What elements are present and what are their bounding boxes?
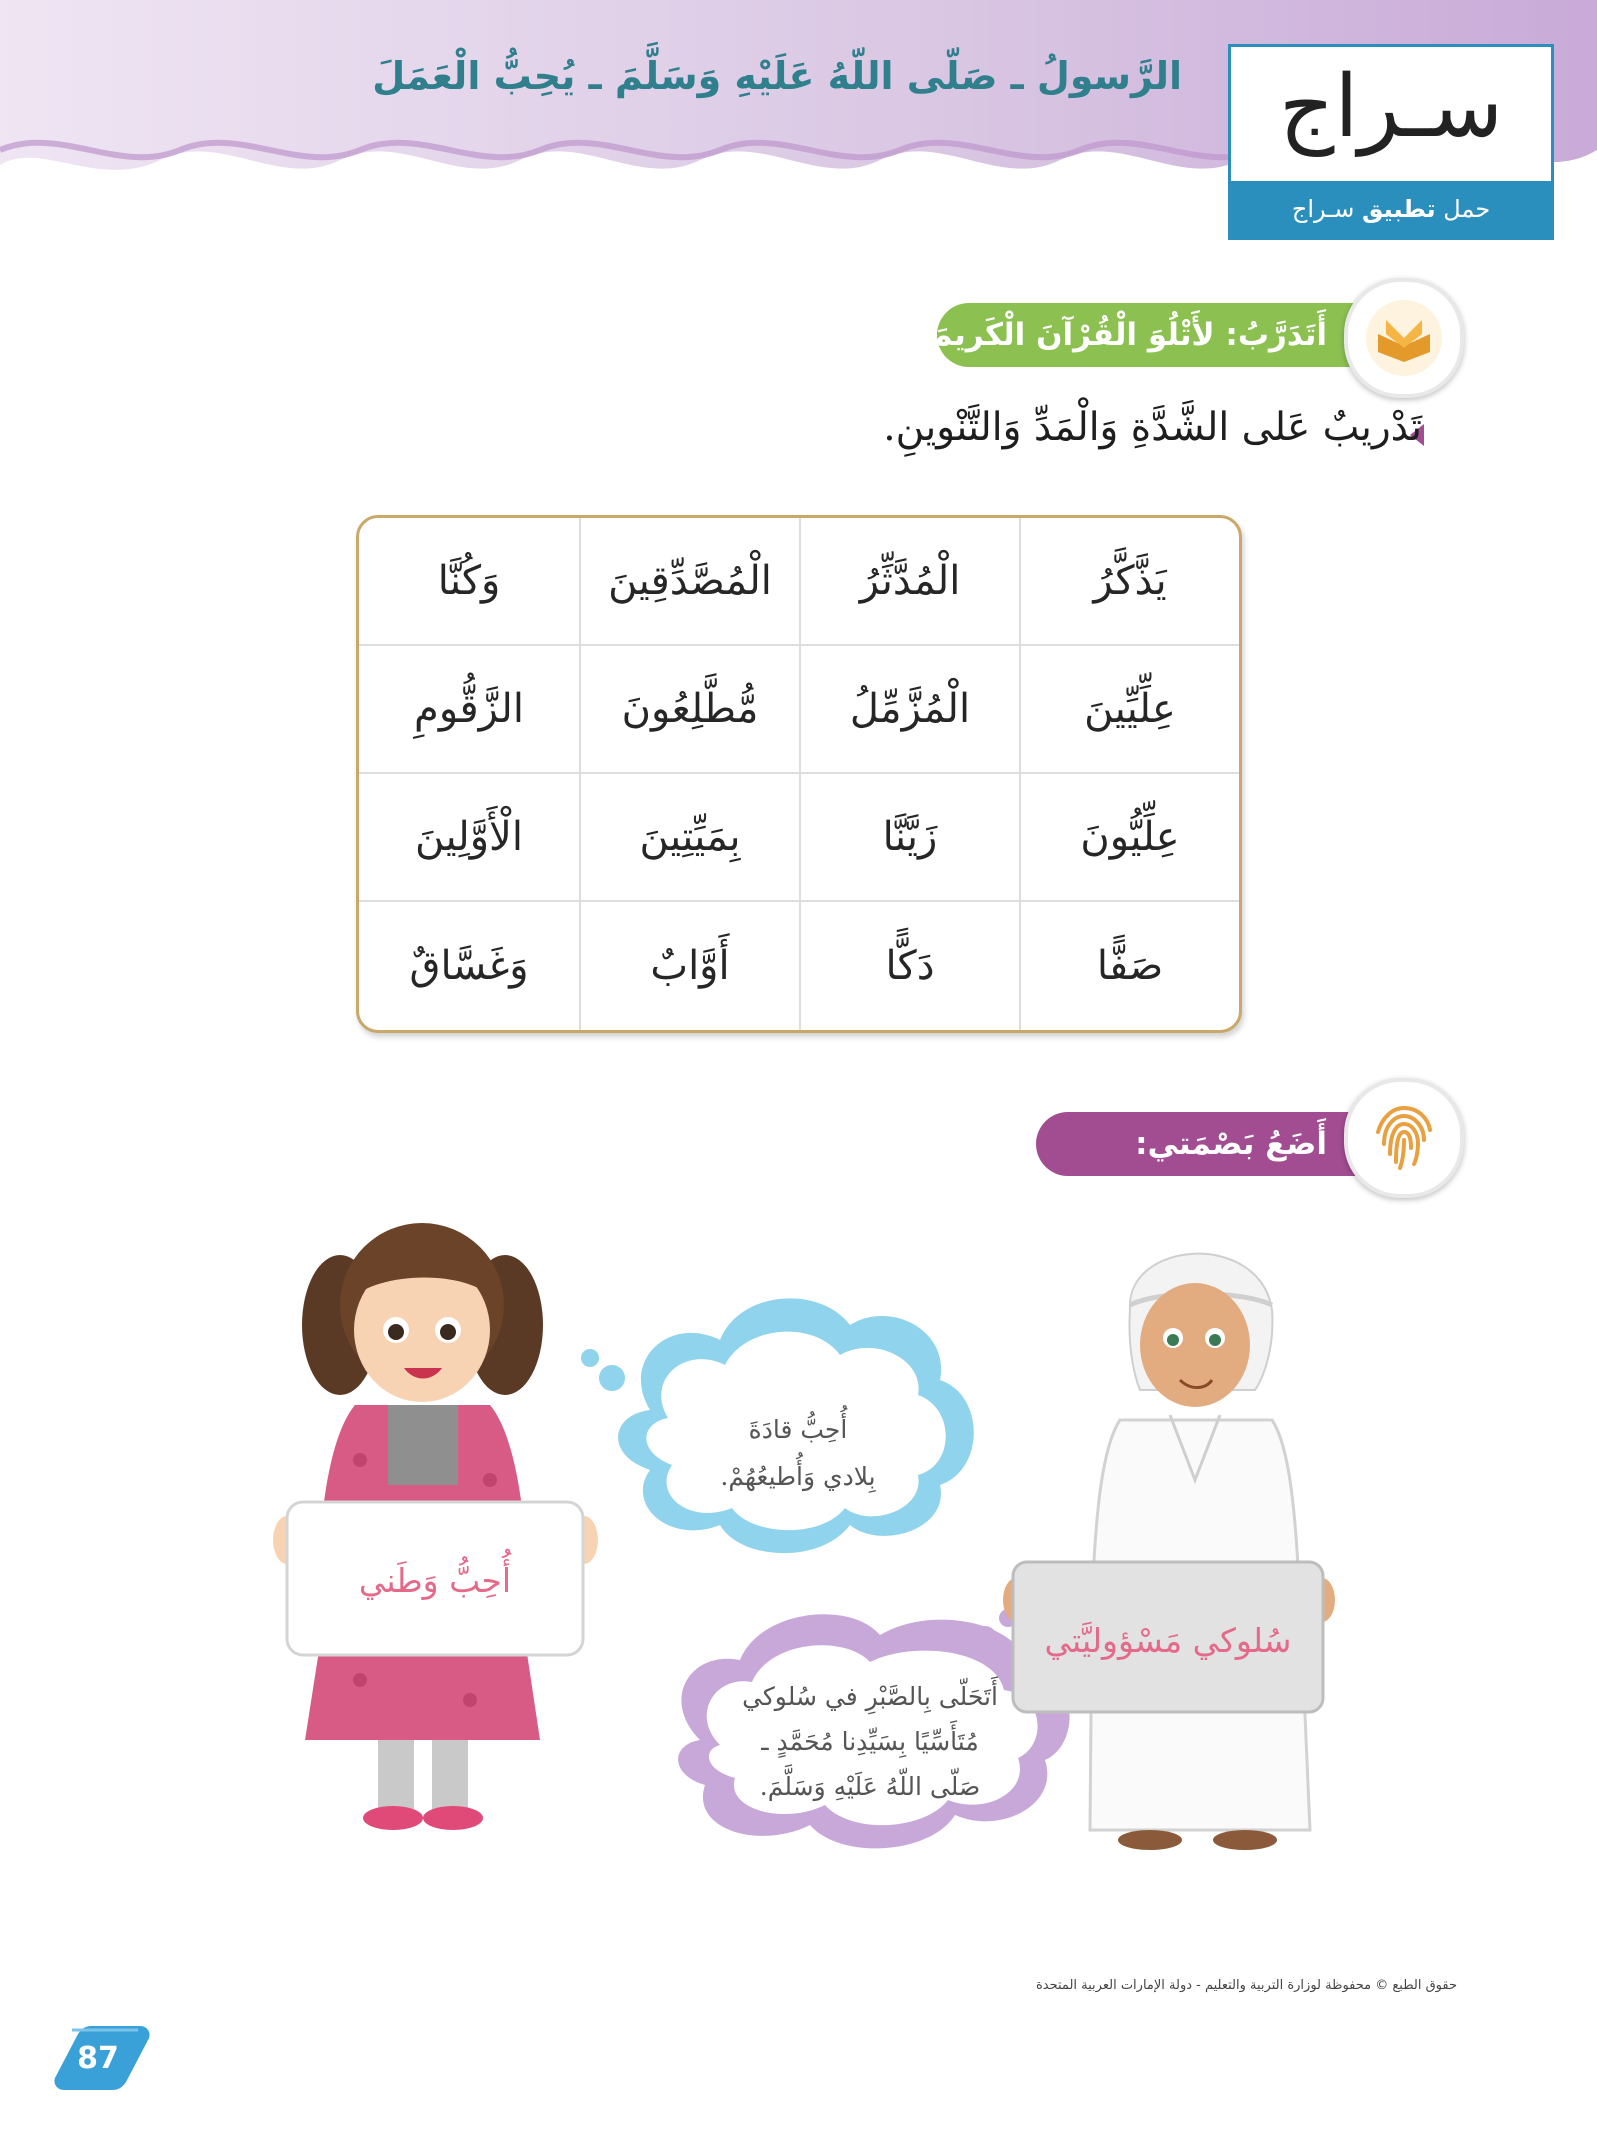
strip-text-prefix: حمل xyxy=(1435,195,1491,223)
grid-cell: عِلِّيُّونَ xyxy=(1019,774,1239,902)
grid-cell: الزَّقُّومِ xyxy=(359,646,579,774)
grid-cell: بِمَيِّتِينَ xyxy=(579,774,799,902)
grid-cell: صَفًّا xyxy=(1019,902,1239,1030)
grid-cell: الْمُدَّثِّرُ xyxy=(799,518,1019,646)
strip-text-bold: تطبيق xyxy=(1362,195,1436,223)
grid-cell: عِلِّيِّينَ xyxy=(1019,646,1239,774)
practice-section-banner: أَتَدَرَّبُ: لأَتْلُوَ الْقُرْآنَ الْكَريمَ: xyxy=(937,303,1457,367)
purple-cloud-line: أَتَحَلّى بِالصَّبْرِ في سُلوكي xyxy=(742,1682,998,1711)
grid-cell: دَكًّا xyxy=(799,902,1019,1030)
blue-cloud-line: أُحِبُّ قادَةَ xyxy=(748,1415,848,1444)
grid-cell: مُّطَّلِعُونَ xyxy=(579,646,799,774)
unit-title: الرَّسولُ ـ صَلّى اللّهُ عَلَيْهِ وَسَلَّمَ ـ يُحِبُّ الْعَمَلَ xyxy=(372,54,1182,98)
grid-cell: يَذَّكَّرُ xyxy=(1019,518,1239,646)
practice-badge xyxy=(1344,278,1464,398)
grid-cell: الْمُصَّدِّقِينَ xyxy=(579,518,799,646)
open-book-icon xyxy=(1348,282,1460,394)
girl-sign xyxy=(287,1502,583,1655)
grid-cell: وَكُنَّا xyxy=(359,518,579,646)
siraj-download-strip[interactable] xyxy=(1231,181,1551,237)
page-number-badge xyxy=(52,2020,152,2092)
siraj-logo-word: سـراج xyxy=(1278,57,1504,157)
identity-section-banner: أَضَعُ بَصْمَتي: xyxy=(1036,1112,1457,1176)
copyright-note: حقوق الطبع © محفوظة لوزارة التربية والتعليم - دولة الإمارات العربية المتحدة xyxy=(1035,1978,1457,1993)
grid-cell: وَغَسَّاقٌ xyxy=(409,943,529,989)
instruction-text: تَدْريبٌ عَلى الشَّدَّةِ وَالْمَدِّ وَالتَّنْوينِ. xyxy=(883,405,1422,450)
purple-cloud-line: مُتَأَسِّيًا بِسَيِّدِنا مُحَمَّدٍ ـ xyxy=(761,1727,979,1756)
blue-cloud-line: بِلادي وَأُطيعُهُمْ. xyxy=(720,1462,876,1491)
purple-thought-cloud xyxy=(678,1609,1070,1848)
fingerprint-icon xyxy=(1348,1082,1460,1194)
strip-text-app: سـراج xyxy=(1291,195,1363,223)
illustration-scene xyxy=(0,1180,1597,1940)
siraj-logo[interactable] xyxy=(1228,44,1554,240)
grid-cell: الْأَوَّلِينَ xyxy=(359,774,579,902)
boy-sign-text: سُلوكي مَسْؤوليَّتي xyxy=(1044,1621,1292,1660)
page-number: 87 xyxy=(77,2041,119,2076)
boy-illustration xyxy=(1003,1254,1335,1850)
grid-cell: زَيَّنَّا xyxy=(799,774,1019,902)
boy-sign xyxy=(1013,1562,1323,1712)
word-grid xyxy=(356,515,1242,1033)
grid-cell: أَوَّابٌ xyxy=(579,902,799,1030)
girl-sign-text: أُحِبُّ وَطَني xyxy=(358,1561,512,1600)
purple-cloud-line: صَلّى اللّهُ عَلَيْهِ وَسَلَّمَ. xyxy=(759,1772,981,1801)
blue-thought-cloud xyxy=(581,1298,974,1553)
grid-cell: الْمُزَّمِّلُ xyxy=(799,646,1019,774)
